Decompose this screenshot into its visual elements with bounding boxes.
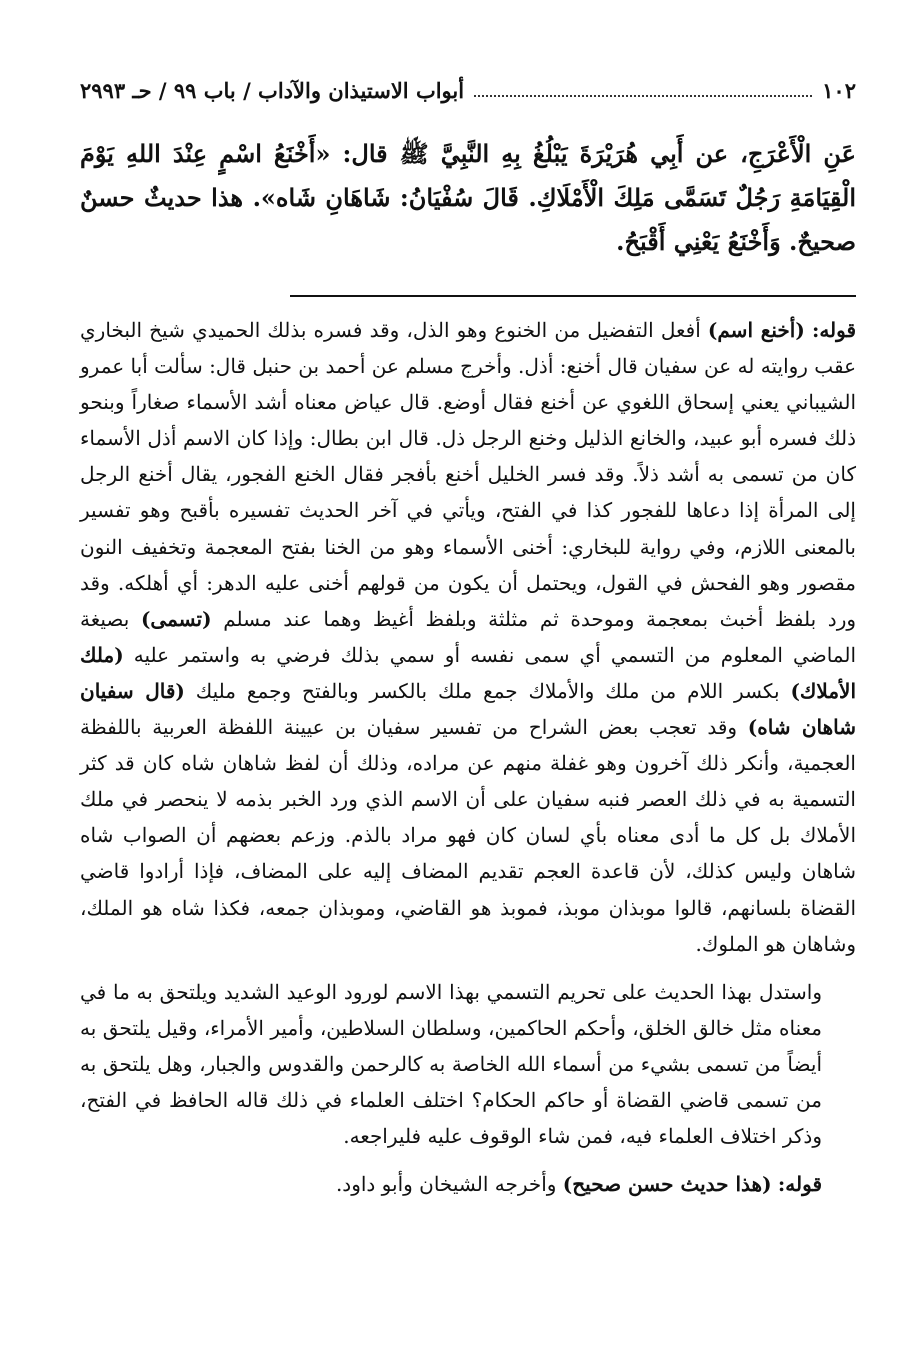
term-qala-sufyan: (قال سفيان شاهان شاه) — [80, 678, 857, 740]
term-akhna-ism: (أخنع اسم) — [707, 318, 805, 342]
commentary-paragraph: واستدل بهذا الحديث على تحريم التسمي بهذا الاسم لورود الوعيد الشديد ويلتحق به ما في معناه مثل خالق الخلق، وأحكم الحاكمين، وسلطان السلاطين، وأمير الأمراء، وقيل يلتحق به أيضاً من تسمى بشيء من أسماء الله الخاصة به كالرحمن والقدوس والجبار، وهل يلتحق به من تسمى قاضي القضاة أو حاكم الحكام؟ اختلف العلماء في ذلك قاله الحافظ في الفتح، وذكر اختلاف العلماء فيه، فمن شاء الوقوف عليه فليراجعه. — [80, 979, 822, 1149]
page-number: ١٠٢ — [822, 78, 856, 103]
commentary — [80, 312, 856, 1202]
qawluhu-lead: قوله: — [777, 1172, 822, 1197]
explanation-text: وقد تعجب بعض الشراح من تفسير سفيان بن عيينة اللفظة العربية باللفظة العجمية، وأنكر ذلك آخرون وهو غفلة منهم عن مراده، وذلك أن لفظ شاهان شاه كان قد كثر التسمية به في ذلك العصر فنبه سفيان على أن الاسم الذي ورد الخبر بذمه لا ينحصر في ملك الأملاك بل كل ما أدى معناه بأي لسان كان فهو مراد بالذم. وزعم بعضهم أن الصواب شاه شاهان وليس كذلك، لأن قاعدة العجم تقديم المضاف إليه على المضاف، فإذا أرادوا قاضي القضاة بلسانهم، قالوا موبذان موبذ، فموبذ هو القاضي، وموبذان جمعه، فكذا شاه هو الملك، وشاهان هو الملوك. — [80, 715, 856, 956]
qawluhu-lead: قوله: — [811, 318, 857, 342]
explanation-text: أفعل التفضيل من الخنوع وهو الذل، وقد فسره بذلك الحميدي شيخ البخاري عقب روايته له عن سفيان قال أخنع: أذل. وأخرج مسلم عن أحمد بن حنبل قال: سألت أبا عمرو الشيباني يعني إسحاق اللغوي عن أخنع فقال أوضع. قال عياض معناه أشد الأسماء صغاراً وبنحو ذلك فسره أبو عبيد، والخانع الذليل وخنع الرجل ذل. قال ابن بطال: وإذا كان الاسم أذل الأسماء كان من تسمى به أشد ذلاً. وقد فسر الخليل أخنع بأفجر فقال الخنع الفجور، يقال أخنع الرجل إلى المرأة إذا دعاها للفجور كذا في الفتح، ويأتي في آخر الحديث تفسيره بأقبح وهو تفسير بالمعنى اللازم، وفي رواية للبخاري: أخنى الأسماء وهو من الخنا بفتح المعجمة وتخفيف النون مقصور وهو الفحش في القول، ويحتمل أن يكون من قولهم أخنى عليه الدهر: أي أهلكه. وقد ورد بلفظ أخبث بمعجمة وموحدة ثم مثلثة وبلفظ أغيظ وهما عند مسلم — [80, 318, 857, 631]
header-dot-leader — [474, 95, 812, 97]
running-header — [80, 78, 856, 103]
footnote-divider — [290, 295, 856, 297]
explanation-text: وأخرجه الشيخان وأبو داود. — [335, 1172, 557, 1197]
commentary-paragraph — [80, 1166, 856, 1202]
term-tasamma: (تسمى) — [140, 606, 212, 631]
term-malik-al-amlak: (ملك الأملاك) — [80, 642, 856, 703]
commentary-paragraph — [80, 312, 856, 962]
explanation-text: بكسر اللام من ملك والأملاك جمع ملك بالكسر وبالفتح وجمع مليك — [195, 678, 780, 703]
explanation-text: بصيغة الماضي المعلوم من التسمي أي سمى نفسه أو سمي بذلك فرضي به واستمر عليه — [80, 606, 857, 667]
term-hadith-hasan-sahih: (هذا حديث حسن صحيح) — [562, 1172, 772, 1197]
running-title: أبواب الاستيذان والآداب / باب ٩٩ / حـ ٢٩٩٣ — [80, 78, 465, 103]
hadith-text: عَنِ الْأَعْرَجِ، عن أَبِي هُرَيْرَةَ يَبْلُغُ بِهِ النَّبِيَّ ﷺ قال: «أَخْنَعُ اسْمٍ عِنْدَ اللهِ يَوْمَ الْقِيَامَةِ رَجُلٌ تَسَمَّى مَلِكَ الْأَمْلَاكِ. قَالَ سُفْيَانُ: شَاهَانِ شَاه». هذا حديثٌ حسنٌ صحيحٌ. وَأَخْنَعُ يَعْنِي أَقْبَحُ. — [80, 139, 856, 256]
